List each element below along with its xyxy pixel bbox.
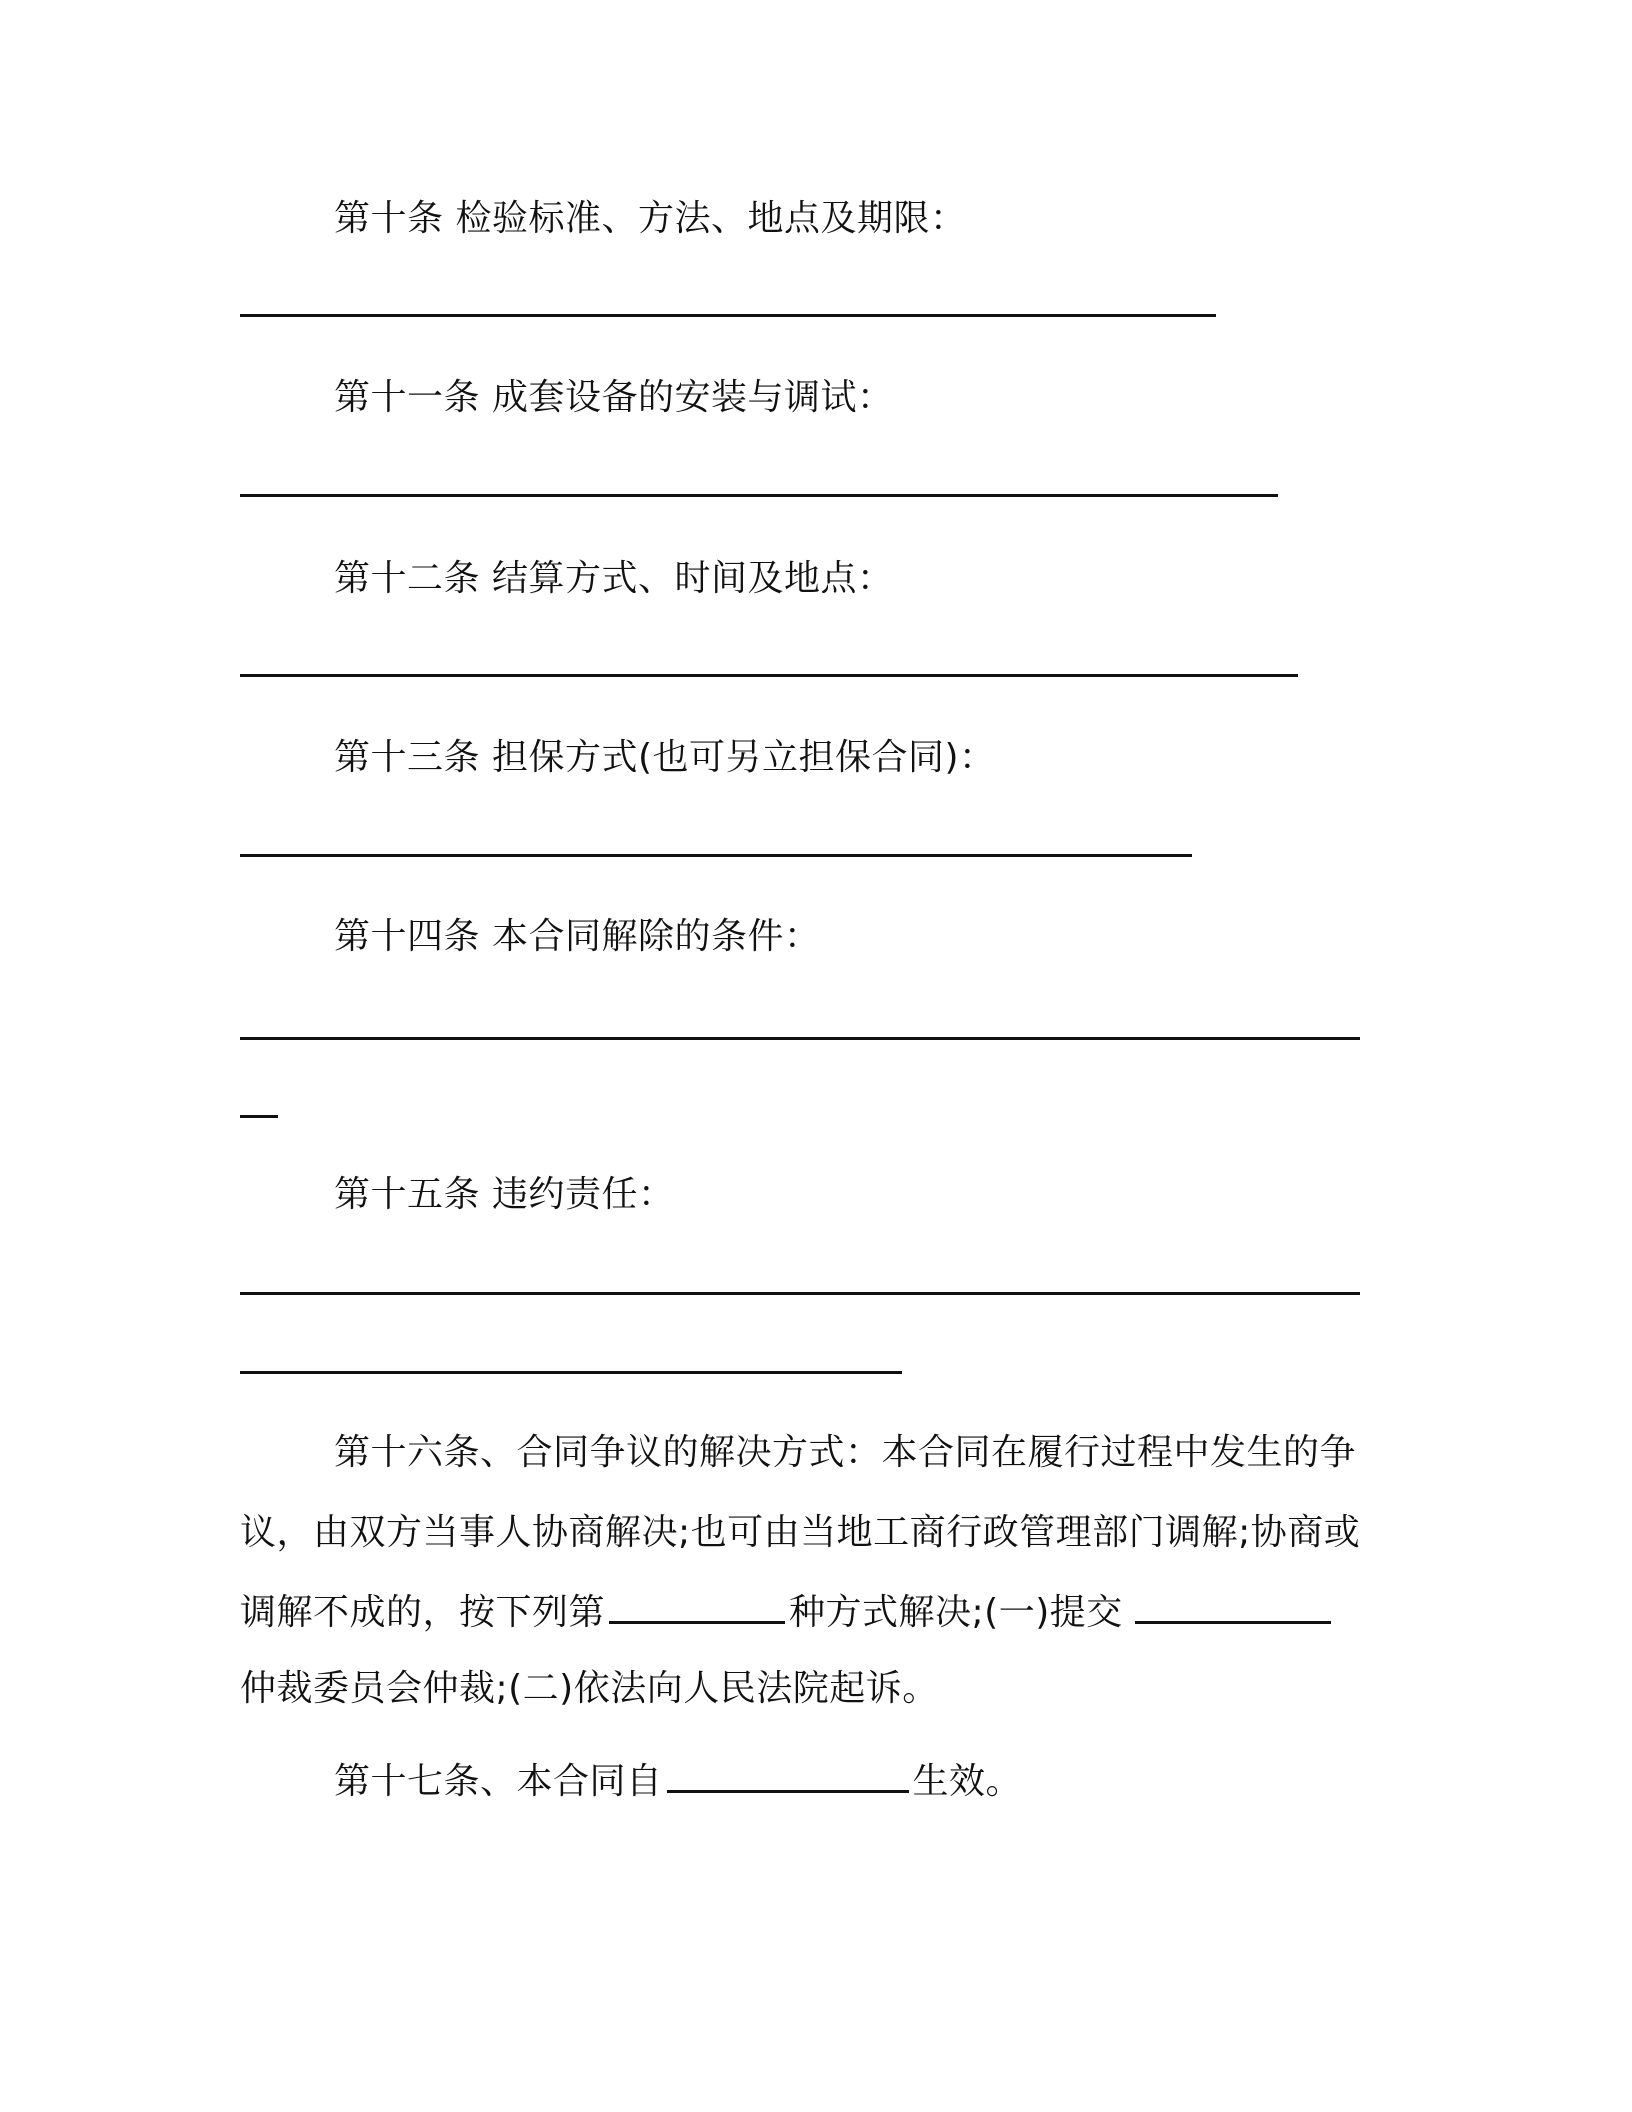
article-17-line bbox=[334, 1758, 1022, 1806]
article-10-blank-line[interactable] bbox=[240, 314, 1216, 317]
article-14-blank-line-continuation[interactable] bbox=[240, 1115, 278, 1118]
effective-date-blank[interactable] bbox=[667, 1760, 909, 1793]
arbitration-committee-blank[interactable] bbox=[1135, 1591, 1331, 1624]
article-16-line-3-text-a: 调解不成的，按下列第 bbox=[240, 1592, 606, 1633]
article-16-line-3-text-b: 种方式解决;(一)提交 bbox=[789, 1592, 1123, 1633]
article-16-line-1: 第十六条、合同争议的解决方式：本合同在履行过程中发生的争 bbox=[334, 1432, 1357, 1473]
article-11-heading: 第十一条 成套设备的安装与调试： bbox=[334, 377, 894, 418]
article-12-blank-line[interactable] bbox=[240, 674, 1298, 677]
article-11-blank-line[interactable] bbox=[240, 494, 1278, 497]
article-16-line-3 bbox=[240, 1584, 1335, 1635]
article-13-heading: 第十三条 担保方式(也可另立担保合同)： bbox=[334, 737, 996, 778]
article-10-heading: 第十条 检验标准、方法、地点及期限： bbox=[334, 198, 967, 239]
article-12-heading: 第十二条 结算方式、时间及地点： bbox=[334, 558, 894, 599]
article-14-heading: 第十四条 本合同解除的条件： bbox=[334, 916, 821, 957]
article-16-line-2: 议，由双方当事人协商解决;也可由当地工商行政管理部门调解;协商或 bbox=[240, 1512, 1361, 1553]
article-16-paragraph bbox=[240, 1424, 1390, 1724]
article-16-line-4: 仲裁委员会仲裁;(二)依法向人民法院起诉。 bbox=[240, 1668, 939, 1709]
method-number-blank[interactable] bbox=[609, 1591, 785, 1624]
article-17-prefix: 第十七条、本合同自 bbox=[334, 1761, 663, 1802]
article-17-suffix: 生效。 bbox=[912, 1761, 1023, 1802]
article-15-blank-line-continuation[interactable] bbox=[240, 1371, 902, 1374]
article-13-blank-line[interactable] bbox=[240, 854, 1192, 857]
article-15-blank-line[interactable] bbox=[240, 1292, 1360, 1295]
article-14-blank-line[interactable] bbox=[240, 1037, 1360, 1040]
article-15-heading: 第十五条 违约责任： bbox=[334, 1174, 675, 1215]
